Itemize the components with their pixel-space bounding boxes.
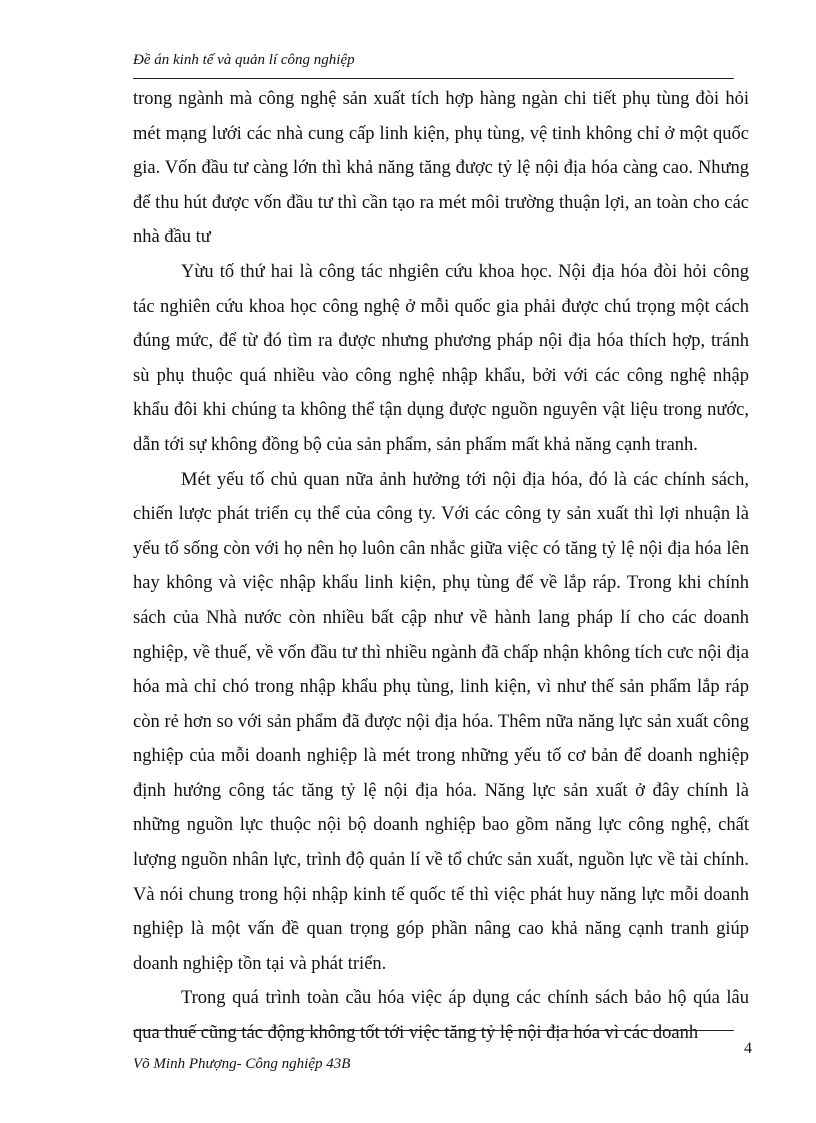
- paragraph: Yừu tố thứ hai là công tác nhgiên cứu khoa học. Nội địa hóa đòi hỏi công tác nghiên cứu khoa học công nghệ ở mỗi quốc gia phải được chú trọng một cách đúng mức, để từ đó tìm ra được nhưng phương pháp nội địa hóa thích hợp, tránh sù phụ thuộc quá nhiều vào công nghệ nhập khẩu, bởi với các công nghệ nhập khẩu đôi khi chúng ta không thể tận dụng được nguồn nguyên vật liệu trong nước, dẫn tới sự không đồng bộ của sản phẩm, sản phẩm mất khả năng cạnh tranh.: [133, 261, 749, 455]
- header-rule: [133, 78, 734, 79]
- page-number: 4: [744, 1040, 752, 1057]
- running-footer: Võ Minh Phượng- Công nghiệp 43B: [133, 1056, 351, 1072]
- body-text: [133, 82, 749, 1051]
- paragraph: Mét yếu tố chủ quan nữa ảnh hưởng tới nội địa hóa, đó là các chính sách, chiến lược phát triển cụ thể của công ty. Với các công ty sản xuất thì lợi nhuận là yếu tố sống còn với họ nên họ luôn cân nhắc giữa việc có tăng tỷ lệ nội địa hóa lên hay không và việc nhập khẩu linh kiện, phụ tùng để về lắp ráp. Trong khi chính sách của Nhà nước còn nhiều bất cập như về hành lang pháp lí cho các doanh nghiệp, về thuế, về vốn đầu tư thì nhiều ngành đã chấp nhận không tích cưc nội địa hóa mà chỉ chó trong nhập khẩu phụ tùng, linh kiện, vì như thế sản phẩm lắp ráp còn rẻ hơn so với sản phẩm đã được nội địa hóa. Thêm nữa năng lực sản xuất công nghiệp của mỗi doanh nghiệp là mét trong những yếu tố cơ bản để doanh nghiệp định hướng công tác tăng tỷ lệ nội địa hóa. Năng lực sản xuất ở đây chính là những nguồn lực thuộc nội bộ doanh nghiệp bao gồm năng lực công nghệ, chất lượng nguồn nhân lực, trình độ quản lí về tổ chức sản xuất, nguồn lực về tài chính. Và nói chung trong hội nhập kinh tế quốc tế thì việc phát huy năng lực mỗi doanh nghiệp là một vấn đề quan trọng góp phần nâng cao khả năng cạnh tranh giúp doanh nghiệp tồn tại và phát triển.: [133, 469, 749, 974]
- paragraph: Trong quá trình toàn cầu hóa việc áp dụng các chính sách bảo hộ qúa lâu qua thuế cũng tác động không tốt tới việc tăng tỷ lệ nội địa hóa vì các doanh: [133, 988, 749, 1044]
- paragraph: trong ngành mà công nghệ sản xuất tích hợp hàng ngàn chi tiết phụ tùng đòi hỏi mét mạng lưới các nhà cung cấp linh kiện, phụ tùng, vệ tinh không chỉ ở một quốc gia. Vốn đầu tư càng lớn thì khả năng tăng được tỷ lệ nội địa hóa càng cao. Nhưng để thu hút được vốn đầu tư thì cần tạo ra mét môi trường thuận lợi, an toàn cho các nhà đầu tư: [133, 89, 749, 248]
- footer-rule: [133, 1030, 734, 1031]
- running-header: Đề án kinh tế và quản lí công nghiệp: [133, 52, 355, 68]
